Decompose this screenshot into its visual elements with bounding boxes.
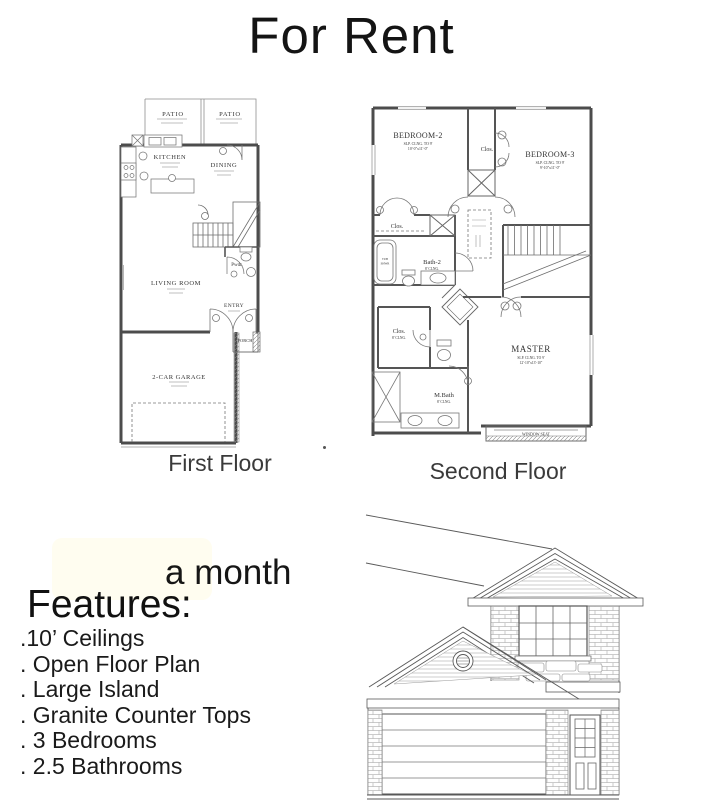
- closet-master-ceiling: 8' CLNG.: [391, 336, 407, 340]
- room-label-entry: ENTRY: [223, 303, 245, 309]
- chase-box-2: [430, 215, 455, 236]
- ground-line: [367, 795, 619, 799]
- angled-linen: [442, 285, 478, 325]
- room-label-bedroom2: BEDROOM-2: [393, 131, 443, 140]
- feature-item-granite-counter-tops: . Granite Counter Tops: [20, 701, 251, 728]
- room-label-bedroom3: BEDROOM-3: [525, 150, 575, 159]
- features-heading: Features:: [27, 583, 192, 626]
- main-roof-lines: [366, 515, 552, 586]
- bedroom2-ceiling: SLP. CLNG. TO 9': [403, 142, 433, 146]
- second-floor-plan: [368, 85, 604, 457]
- feature-item-ceilings: .10’ Ceilings: [20, 625, 145, 651]
- features-list: [20, 626, 340, 779]
- upper-story: [491, 606, 620, 693]
- master-size: 12'-10"x13'-10": [519, 361, 543, 365]
- master-closet-walls: [378, 307, 468, 433]
- page-title: For Rent: [248, 7, 455, 64]
- mbath-toilet: [437, 340, 451, 361]
- room-label-master: MASTER: [511, 344, 551, 354]
- room-label-patio-right: PATIO: [219, 111, 241, 118]
- room-label-mbath: M.Bath: [434, 392, 454, 399]
- garage-door-dashed: [132, 403, 225, 442]
- master-door-arcs: [501, 297, 521, 317]
- corridor-walls: [468, 108, 495, 170]
- staircase-2f: [503, 225, 591, 297]
- powder-fixtures: [227, 247, 256, 277]
- label-closet-master: Clos.: [392, 329, 406, 335]
- label-window-seat: WINDOW SEAT: [521, 431, 551, 437]
- dashed-closet: [468, 210, 491, 258]
- tub-label-2: SHWR: [380, 261, 390, 266]
- closet-doors-arcs: [495, 131, 509, 167]
- label-closet-hall: Clos.: [390, 224, 404, 230]
- bedroom3-size: 9'-10"x11'-0": [539, 166, 561, 170]
- house-elevation-drawing: [356, 503, 703, 800]
- first-floor-plan: [88, 85, 270, 457]
- first-floor-caption: First Floor: [168, 450, 272, 476]
- bath2-ceiling: 8' CLNG.: [424, 267, 440, 271]
- speck: [323, 446, 326, 449]
- brick-pillar-middle: [546, 710, 568, 795]
- garage-wall-poche: [234, 333, 239, 442]
- bedroom2-size: 10'-0"x11'-0": [407, 147, 429, 151]
- stone-ledge: [518, 661, 602, 681]
- room-label-patio-left: PATIO: [162, 111, 184, 118]
- front-gable: [468, 548, 643, 606]
- feature-item-open-floor-plan: . Open Floor Plan: [20, 650, 201, 677]
- brick-pillar-left: [368, 710, 382, 795]
- master-ceiling: SLP. CLNG. TO 9': [517, 356, 545, 360]
- room-label-dining: DINING: [210, 162, 238, 169]
- master-closet-door: [413, 330, 430, 347]
- room-label-kitchen: KITCHEN: [153, 154, 187, 161]
- label-closet-bedrooms: Clos.: [480, 147, 494, 153]
- feature-item-bathrooms: . 2.5 Bathrooms: [20, 752, 183, 779]
- garage-fascia: [367, 699, 619, 708]
- bedroom3-ceiling: SLP. CLNG. TO 9': [535, 161, 565, 165]
- room-label-bath2: Bath-2: [423, 259, 441, 266]
- price-per-month-text: a month: [165, 553, 292, 592]
- room-label-living-room: LIVING ROOM: [150, 280, 202, 287]
- second-floor-caption: Second Floor: [429, 458, 567, 484]
- mbath-ceiling: 8' CLNG.: [436, 400, 452, 404]
- room-label-porch: PORCH: [237, 338, 253, 343]
- window-sill: [515, 656, 591, 661]
- patio-door-arc: [220, 145, 243, 160]
- room-label-garage: 2-CAR GARAGE: [152, 374, 206, 381]
- staircase: [193, 202, 260, 247]
- garage-level: [367, 699, 619, 799]
- chase-box: [468, 170, 495, 196]
- mbath-fixtures: [372, 366, 472, 428]
- floor-band: [546, 682, 620, 692]
- feature-item-3-bedrooms: . 3 Bedrooms: [20, 727, 157, 753]
- room-label-powder: Pwdr.: [231, 263, 243, 268]
- tub-label-1: TUB: [382, 257, 388, 261]
- entry-doors: [210, 309, 256, 332]
- hall-door-arcs: [448, 197, 515, 217]
- garage-door: [382, 714, 546, 794]
- brick-pillar-right: [601, 710, 619, 795]
- feature-item-large-island: . Large Island: [20, 676, 160, 702]
